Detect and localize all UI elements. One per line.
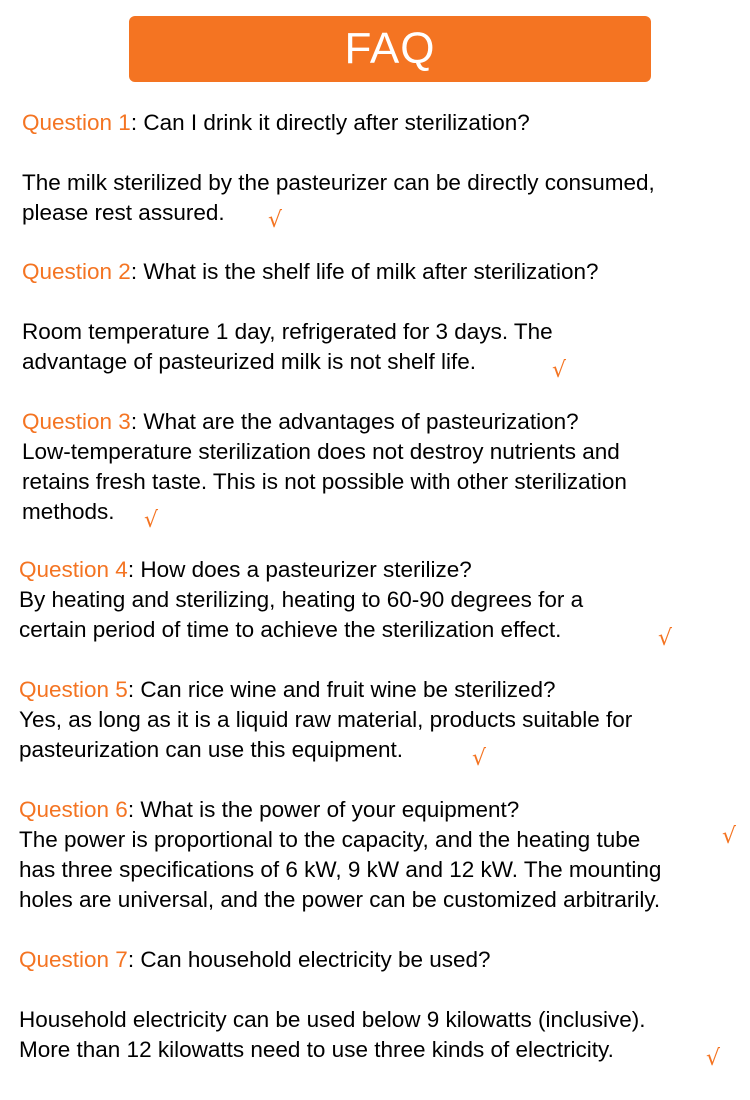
answer-line: retains fresh taste. This is not possible with other sterilization <box>22 469 627 494</box>
answer-line: certain period of time to achieve the sterilization effect. <box>19 617 562 642</box>
checkmark-icon: √ <box>472 746 487 771</box>
question-1 <box>22 108 530 138</box>
checkmark-icon: √ <box>268 208 283 233</box>
answer-line: Yes, as long as it is a liquid raw material, products suitable for <box>19 707 633 732</box>
question-text: : Can household electricity be used? <box>127 947 491 972</box>
answer-line: The milk sterilized by the pasteurizer can be directly consumed, <box>22 170 655 195</box>
faq-banner <box>129 16 651 82</box>
answer-line: please rest assured. <box>22 200 225 225</box>
question-label: Question 7 <box>19 947 128 972</box>
question-text: : What is the power of your equipment? <box>127 797 520 822</box>
question-5 <box>19 675 556 705</box>
checkmark-icon: √ <box>658 626 673 651</box>
checkmark-icon: √ <box>552 358 567 383</box>
answer-line: The power is proportional to the capacity, and the heating tube <box>19 827 641 852</box>
answer-line: advantage of pasteurized milk is not shelf life. <box>22 349 476 374</box>
checkmark-icon: √ <box>144 508 159 533</box>
question-label: Question 3 <box>22 409 131 434</box>
question-text: : Can rice wine and fruit wine be sterilized? <box>127 677 556 702</box>
answer-line: By heating and sterilizing, heating to 60-90 degrees for a <box>19 587 584 612</box>
checkmark-icon: √ <box>722 824 737 849</box>
answer-line: Household electricity can be used below 9 kilowatts (inclusive). <box>19 1007 646 1032</box>
answer-line: has three specifications of 6 kW, 9 kW and 12 kW. The mounting <box>19 857 662 882</box>
answer-line: pasteurization can use this equipment. <box>19 737 403 762</box>
question-6 <box>19 795 519 825</box>
question-label: Question 2 <box>22 259 131 284</box>
question-text: : How does a pasteurizer sterilize? <box>127 557 472 582</box>
question-text: : What is the shelf life of milk after sterilization? <box>130 259 599 284</box>
page-title: FAQ <box>344 24 436 73</box>
answer-line: holes are universal, and the power can be customized arbitrarily. <box>19 887 661 912</box>
question-label: Question 4 <box>19 557 128 582</box>
answer-line: methods. <box>22 499 115 524</box>
question-text: : What are the advantages of pasteurization? <box>130 409 579 434</box>
answer-line: Low-temperature sterilization does not destroy nutrients and <box>22 439 620 464</box>
question-text: : Can I drink it directly after sterilization? <box>130 110 530 135</box>
question-7 <box>19 945 491 975</box>
question-label: Question 5 <box>19 677 128 702</box>
answer-line: Room temperature 1 day, refrigerated for 3 days. The <box>22 319 553 344</box>
question-label: Question 1 <box>22 110 131 135</box>
question-2 <box>22 257 599 287</box>
answer-line: More than 12 kilowatts need to use three kinds of electricity. <box>19 1037 614 1062</box>
question-label: Question 6 <box>19 797 128 822</box>
question-3 <box>22 407 579 437</box>
checkmark-icon: √ <box>706 1046 721 1071</box>
question-4 <box>19 555 472 585</box>
